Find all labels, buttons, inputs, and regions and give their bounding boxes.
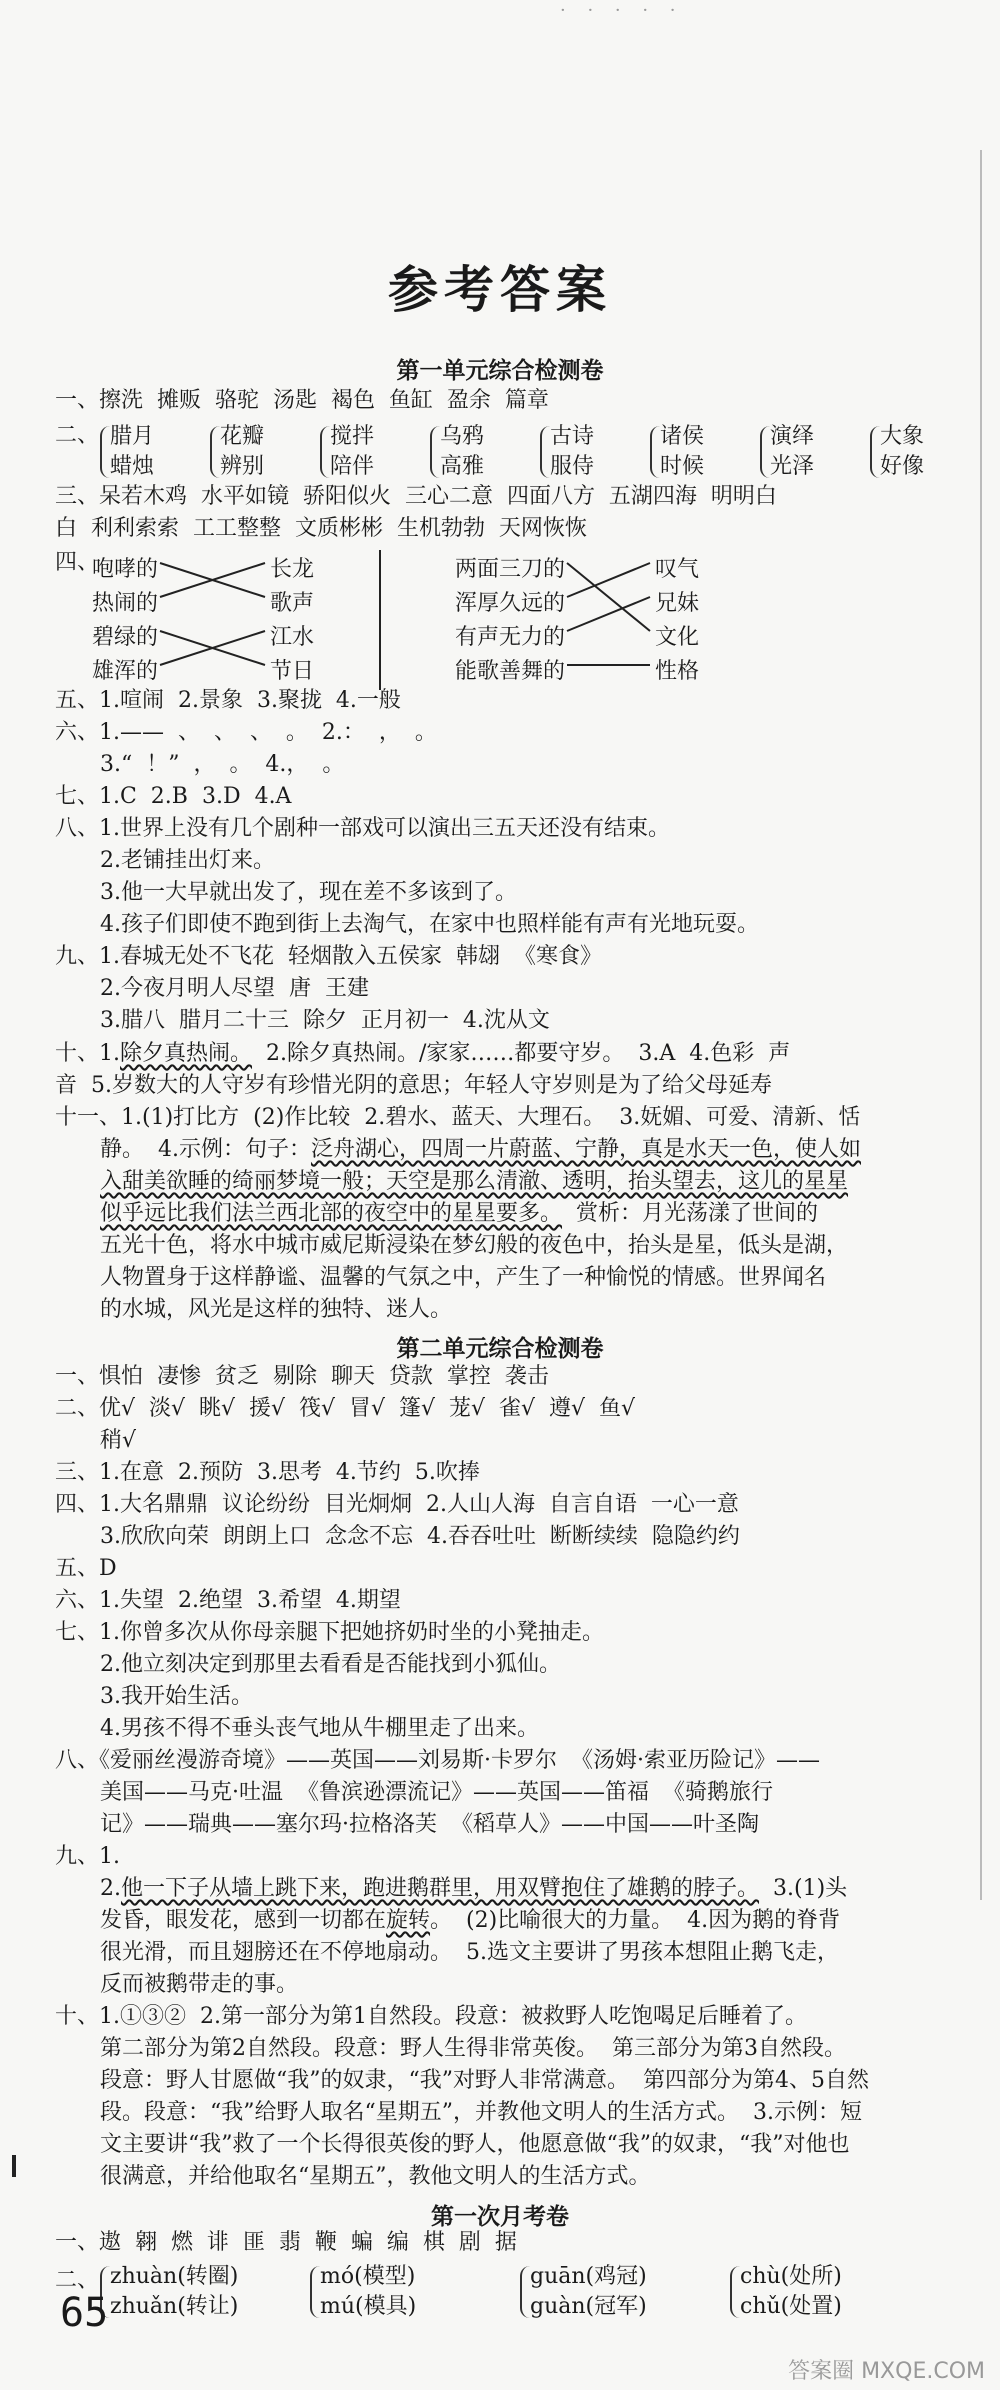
match-item: 能歌善舞的	[454, 659, 565, 684]
text: 2.除夕真热闹。/家家……都要守岁。 3.A 4.色彩 声	[252, 1041, 791, 1066]
unit1-q8-1: 八、1.世界上没有几个剧种一部戏可以演出三五天还没有结束。	[55, 816, 670, 841]
match-item: 性格	[655, 659, 700, 684]
word-pair	[530, 2262, 647, 2321]
unit2-q4a: 四、1.大名鼎鼎 议论纷纷 目光炯炯 2.人山人海 自言自语 一心一意	[55, 1492, 739, 1517]
unit2-q9a: 九、1.	[55, 1844, 120, 1869]
unit1-q8-3: 3.他一大早就出发了，现在差不多该到了。	[100, 880, 517, 905]
pair-word: zhuàn(转圈)	[110, 2264, 239, 2289]
underlined-text: 泛舟湖心，四周一片蔚蓝、宁静，真是水天一色，使人如	[310, 1137, 861, 1162]
pair-word: 好像	[880, 453, 925, 479]
text: 十、1.	[55, 1041, 120, 1066]
underlined-text: 似乎远比我们法兰西北部的夜空中的星星要多。	[100, 1201, 563, 1226]
unit1-q9-2: 2.今夜月明人尽望 唐 王建	[100, 976, 369, 1001]
unit1-q8-4: 4.孩子们即使不跑到街上去淘气，在家中也照样能有声有光地玩耍。	[100, 912, 759, 937]
unit1-q10b: 音 5.岁数大的人守岁有珍惜光阴的意思；年轻人守岁则是为了给父母延寿	[55, 1073, 772, 1098]
unit1-heading: 第一单元综合检测卷	[396, 357, 604, 384]
unit2-q9e: 反而被鹅带走的事。	[100, 1972, 299, 1997]
unit2-q4b: 3.欣欣向荣 朗朗上口 念念不忘 4.吞吞吐吐 断断续续 隐隐约约	[100, 1524, 740, 1549]
match-item: 雄浑的	[91, 659, 158, 684]
page-title: 参考答案	[388, 260, 612, 319]
text: 。 (2)比喻很大的力量。 4.因为鹅的脊背	[430, 1908, 841, 1933]
pair-word: 大象	[880, 424, 925, 449]
match-line	[567, 563, 650, 597]
pair-word: mó(模型)	[320, 2264, 416, 2289]
pair-word: 搅拌	[330, 424, 375, 449]
match-line	[567, 597, 650, 631]
pair-word: mú(模具)	[320, 2293, 417, 2319]
pair-word: 高雅	[440, 453, 485, 479]
pair-word: 时候	[660, 453, 705, 479]
unit1-q8-2: 2.老铺挂出灯来。	[100, 848, 275, 873]
unit1-q3b: 白 利利索索 工工整整 文质彬彬 生机勃勃 天网恢恢	[55, 516, 587, 541]
unit2-q9b	[100, 1878, 847, 1900]
match-item: 咆哮的	[91, 557, 158, 582]
text: 2.	[100, 1876, 121, 1901]
unit1-q2-label: 二、	[55, 423, 100, 448]
unit2-q10-1: 十、1.①③② 2.第一部分为第1自然段。段意：被救野人吃饱喝足后睡着了。	[55, 2004, 807, 2029]
unit2-q3: 三、1.在意 2.预防 3.思考 4.节约 5.吹捧	[55, 1460, 480, 1485]
unit1-q11d	[100, 1203, 818, 1225]
page-number: 65	[60, 2290, 109, 2336]
monthly-heading: 第一次月考卷	[431, 2203, 569, 2230]
pair-word: 蜡烛	[110, 453, 155, 479]
unit2-q7-3: 3.我开始生活。	[100, 1684, 253, 1709]
match-item: 文化	[655, 625, 700, 650]
pair-word: 辨别	[220, 453, 265, 479]
unit1-q6b: 3.“ ！” ， 。 4.， 。	[100, 752, 345, 777]
text: 发昏，眼发花，感到一切都在	[100, 1908, 387, 1933]
monthly-q2-label: 二、	[55, 2268, 100, 2293]
unit2-q5: 五、D	[55, 1556, 117, 1581]
unit2-q10-6: 很满意，并给他取名“星期五”，教他文明人的生活方式。	[100, 2164, 651, 2189]
unit1-q1: 一、擦洗 摊贩 骆驼 汤匙 褐色 鱼缸 盈余 篇章	[55, 388, 549, 413]
unit1-q7: 七、1.C 2.B 3.D 4.A	[55, 784, 292, 809]
match-item: 江水	[270, 625, 315, 650]
matching-lines	[0, 0, 1000, 700]
unit2-q7-1: 七、1.你曾多次从你母亲腿下把她挤奶时坐的小凳抽走。	[55, 1620, 604, 1645]
unit1-q3a: 三、呆若木鸡 水平如镜 骄阳似火 三心二意 四面八方 五湖四海 明明白	[55, 484, 777, 509]
underlined-text: 旋转	[386, 1908, 431, 1933]
unit1-q9-3: 3.腊八 腊月二十三 除夕 正月初一 4.沈从文	[100, 1008, 550, 1033]
top-strip: · · · · ·	[560, 0, 684, 21]
pair-word: 服侍	[550, 453, 595, 479]
underlined-text: 他一下子从墙上跳下来，跑进鹅群里，用双臂抱住了雄鹅的脖子。	[121, 1876, 760, 1901]
unit2-q8b: 美国——马克·吐温 《鲁滨逊漂流记》——英国——笛福 《骑鹅旅行	[100, 1780, 773, 1805]
match-item: 浑厚久远的	[454, 591, 565, 616]
text: 静。 4.示例：句子：	[100, 1137, 311, 1162]
unit2-q8c: 记》——瑞典——塞尔玛·拉格洛芙 《稻草人》——中国——叶圣陶	[100, 1812, 759, 1837]
watermark: 答案圈 MXQE.COM	[788, 2359, 985, 2384]
unit1-q11c	[100, 1171, 848, 1193]
word-pair	[320, 2262, 416, 2321]
unit1-q11e: 五光十色，将水中城市威尼斯浸染在梦幻般的夜色中，抬头是星，低头是湖，	[100, 1233, 849, 1258]
pair-word: 诸侯	[660, 424, 705, 449]
margin-mark	[12, 2155, 16, 2177]
pair-word: 光泽	[770, 453, 815, 479]
match-item: 长龙	[270, 557, 315, 582]
underlined-text: 入甜美欲睡的绮丽梦境一般；天空是那么清澈、透明，抬头望去，这儿的星星	[100, 1169, 849, 1194]
unit1-q9-1: 九、1.春城无处不飞花 轻烟散入五侯家 韩翃 《寒食》	[55, 944, 602, 969]
pair-word: 乌鸦	[440, 424, 485, 449]
unit2-q7-4: 4.男孩不得不垂头丧气地从牛棚里走了出来。	[100, 1716, 539, 1741]
unit2-q9d: 很光滑，而且翅膀还在不停地扇动。 5.选文主要讲了男孩本想阻止鹅飞走，	[100, 1940, 839, 1965]
pair-word: 演绎	[770, 424, 815, 449]
match-item: 有声无力的	[454, 625, 565, 650]
pair-word: chǔ(处置)	[740, 2293, 842, 2319]
match-item: 节日	[270, 659, 315, 684]
unit1-q5: 五、1.喧闹 2.景象 3.聚拢 4.一般	[55, 688, 401, 713]
pair-word: guān(鸡冠)	[530, 2264, 647, 2289]
unit2-heading: 第二单元综合检测卷	[396, 1335, 604, 1362]
unit2-q1: 一、惧怕 凄惨 贫乏 剔除 聊天 贷款 掌控 袭击	[55, 1364, 549, 1389]
unit2-q2b: 稍√	[100, 1428, 137, 1453]
unit2-q2a: 二、优√ 淡√ 眺√ 援√ 筏√ 冒√ 篷√ 茏√ 雀√ 遵√ 鱼√	[55, 1396, 636, 1421]
match-item: 碧绿的	[91, 625, 158, 650]
unit1-q11a: 十一、1.(1)打比方 (2)作比较 2.碧水、蓝天、大理石。 3.妩媚、可爱、清新、恬	[55, 1105, 861, 1130]
unit1-q11f: 人物置身于这样静谧、温馨的气氛之中，产生了一种愉悦的情感。世界闻名	[100, 1265, 827, 1290]
match-item: 歌声	[270, 591, 315, 616]
unit1-q10a	[55, 1043, 790, 1065]
pair-word: 花瓣	[220, 424, 265, 449]
pair-word: 陪伴	[330, 453, 375, 479]
pair-word: zhuǎn(转让)	[110, 2293, 239, 2319]
pair-word: chù(处所)	[740, 2264, 842, 2289]
unit2-q10-2: 第二部分为第2自然段。段意：野人生得非常英俊。 第三部分为第3自然段。	[100, 2036, 846, 2061]
word-pair	[110, 2262, 238, 2321]
match-item: 叹气	[655, 557, 700, 582]
unit2-q10-5: 文主要讲“我”救了一个长得很英俊的野人，他愿意做“我”的奴隶，“我”对他也	[100, 2132, 850, 2157]
unit1-q4-label: 四、	[55, 550, 100, 575]
text: 赏析：月光荡漾了世间的	[562, 1201, 819, 1226]
unit2-q7-2: 2.他立刻决定到那里去看看是否能找到小狐仙。	[100, 1652, 561, 1677]
unit2-q10-4: 段。段意：“我”给野人取名“星期五”，并教他文明人的生活方式。 3.示例：短	[100, 2100, 862, 2125]
underlined-text: 除夕真热闹。	[120, 1041, 253, 1066]
word-pair	[740, 2262, 842, 2321]
unit2-q6: 六、1.失望 2.绝望 3.希望 4.期望	[55, 1588, 401, 1613]
pair-word: 古诗	[550, 424, 595, 449]
unit2-q10-3: 段意：野人甘愿做“我”的奴隶，“我”对野人非常满意。 第四部分为第4、5自然	[100, 2068, 869, 2093]
pair-word: guàn(冠军)	[530, 2293, 647, 2319]
match-item: 兄妹	[655, 591, 700, 616]
unit2-q8a: 八、《爱丽丝漫游奇境》——英国——刘易斯·卡罗尔 《汤姆·索亚历险记》——	[55, 1748, 820, 1773]
unit1-q11g: 的水城，风光是这样的独特、迷人。	[100, 1297, 453, 1322]
text: 3.(1)头	[759, 1876, 848, 1901]
match-item: 热闹的	[91, 591, 158, 616]
match-line	[567, 563, 650, 631]
unit2-q9c	[100, 1910, 840, 1932]
match-item: 两面三刀的	[454, 557, 565, 582]
monthly-q1: 一、遨 翱 燃 诽 匪 翡 鞭 蝙 编 棋 剧 据	[55, 2230, 517, 2255]
unit1-q11b	[100, 1139, 861, 1161]
pair-word: 腊月	[110, 424, 155, 449]
unit1-q6a: 六、1.—— 、 、 、 。 2.： ， 。	[55, 720, 437, 745]
